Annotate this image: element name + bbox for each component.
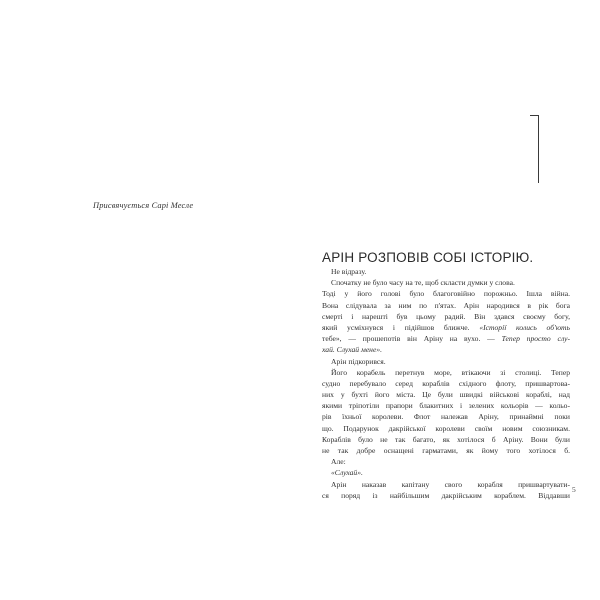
text-fragment: який усміхнувся і підійшов ближче. (322, 322, 470, 332)
text-line: Кораблів було не так багато, як хотілося б Аріну. Вони були (322, 434, 570, 444)
text-line: них у бухті його міста. Це були швидкі військові кораблі, над (322, 390, 570, 400)
text-line: смерті і нарешті був цьому радий. Він здався своєму богу, (322, 311, 570, 321)
text-line: Арін підкорився. (331, 356, 386, 366)
chapter-number-mark (530, 115, 546, 183)
text-line: що. Подарунок дакрійської королеви своїм новим союзникам. (322, 423, 570, 433)
text-line: Його корабель перетнув море, втікаючи зі столиці. Тепер (331, 367, 570, 377)
text-line: Тоді у його голові було благоговійно порожньо. Ішла війна. (322, 289, 570, 299)
text-line (322, 333, 570, 344)
text-line: Спочатку не було часу на те, щоб скласти думки у слова. (331, 278, 515, 288)
text-line (322, 322, 570, 333)
italic-fragment: Тепер просто слу- (501, 334, 570, 344)
chapter-title: АРІН РОЗПОВІВ СОБІ ІСТОРІЮ. (322, 250, 534, 265)
text-line: «Слухай». (331, 468, 363, 478)
text-line: ся поряд із найбільшим дакрійським кораблем. Віддавши (322, 490, 570, 500)
italic-fragment: «Історії колись об'ють (479, 322, 570, 332)
text-line: якими тріпотіли прапори блакитних і зелених кольорів — кольо- (322, 401, 570, 411)
dedication: Присвячується Сарі Месле (93, 201, 194, 210)
text-line: не так добре оснащені гарматами, як йому того хотілося б. (322, 446, 570, 455)
page-number: 5 (572, 485, 576, 494)
text-line: хай. Слухай мене». (322, 345, 383, 355)
text-fragment: тебе», — прошепотів він Аріну на вухо. — (322, 334, 495, 344)
text-line: Не відразу. (331, 267, 367, 276)
chapter-mark-stem (538, 115, 539, 183)
body-text (322, 266, 570, 501)
text-line: Вона слідувала за ним по п'ятах. Арін народився в рік бога (322, 300, 570, 310)
text-line: судно перебувало серед кораблів східного флоту, пришвартова- (322, 378, 570, 388)
text-line: Але: (331, 457, 346, 467)
text-line: рів їхньої королеви. Флот належав Аріну, принаймні поки (322, 412, 570, 422)
text-line: Арін наказав капітану свого корабля пришвартувати- (331, 479, 570, 489)
